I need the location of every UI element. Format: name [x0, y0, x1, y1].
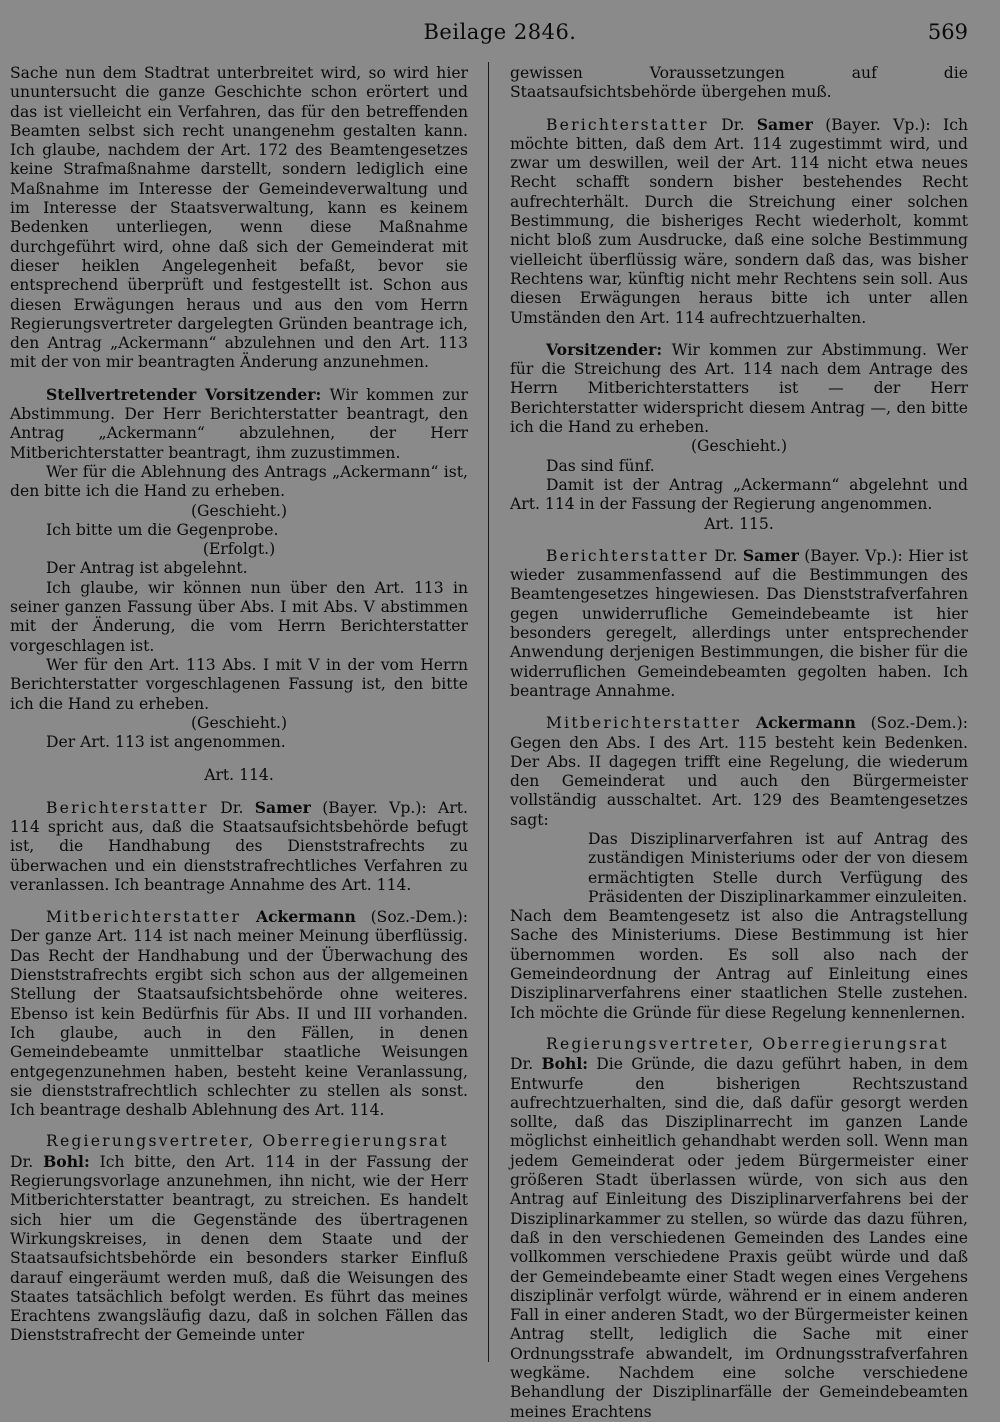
- speaker-title: Dr.: [510, 1055, 542, 1074]
- procedural-note: (Erfolgt.): [202, 540, 276, 559]
- speaker-name: Bohl:: [43, 1151, 90, 1171]
- speaker-label: Vorsitzender:: [546, 339, 663, 359]
- paragraph: [10, 907, 468, 1120]
- column-divider: [488, 62, 489, 1362]
- paragraph: Der Art. 113 ist angenommen.: [46, 733, 286, 752]
- speaker-label: Berichterstatter: [546, 115, 709, 134]
- speaker-title: Dr.: [208, 798, 255, 817]
- speaker-title: Dr.: [10, 1152, 44, 1171]
- speaker-name: Samer: [254, 797, 311, 817]
- paragraph: Wer für die Ablehnung des Antrags „Ackermann“ ist, den bitte ich die Hand zu erheben.: [10, 462, 468, 501]
- paragraph: Ich bitte um die Gegenprobe.: [46, 520, 279, 539]
- speaker-label: Regierungsvertreter, Oberregierungsrat: [46, 1132, 449, 1151]
- right-column: [510, 64, 968, 1421]
- paragraph: [510, 546, 968, 701]
- paragraph: [510, 340, 968, 437]
- paragraph-text: (Soz.-Dem.): Gegen den Abs. I des Art. 115 besteht kein Bedenken. Der Abs. II dagegen trifft eine Regelung, die wiederum den Gemeinderat und auch den Bürgermeister vollständig ausschaltet. Art. 129 des Beamtengesetzes sagt:: [510, 714, 968, 829]
- paragraph-text: Ich bitte, den Art. 114 in der Fassung der Regierungsvorlage anzunehmen, ihn nicht, wie der Herr Mitberichterstatter beantragt, zu streichen. Es handelt sich hier um die Gegenstände des übertragenen Wirkungskreises, in denen dem Staate und der Staatsaufsichtsbehörde ein besonders starker Einfluß darauf eingeräumt werden muß, daß die Weisungen des Staates tatsächlich befolgt werden. Es führt das meines Erachtens zwangsläufig dazu, daß in solchen Fällen das Dienststrafrecht der Gemeinde unter: [10, 1152, 468, 1345]
- paragraph: gewissen Voraussetzungen auf die Staatsaufsichtsbehörde übergehen muß.: [510, 64, 968, 102]
- speaker-label: Mitberichterstatter: [46, 908, 242, 927]
- speaker-name: Bohl:: [541, 1054, 589, 1074]
- paragraph-text: (Bayer. Vp.): Art. 114 spricht aus, daß die Staatsaufsichtsbehörde befugt ist, die Handhabung des Dienststrafrechts zu überwachen und ein dienststrafrechtliches Verfahren zu veranlassen. Ich beantrage Annahme des Art. 114.: [10, 798, 468, 894]
- paragraph-text: Wir kommen zur Abstimmung. Der Herr Berichterstatter beantragt, den Antrag „Ackermann“ abzulehnen, der Herr Mitberichterstatter beantragt, ihm zuzustimmen.: [10, 385, 468, 462]
- paragraph: Das sind fünf.: [546, 456, 655, 475]
- speaker-name: Samer: [742, 545, 799, 565]
- paragraph-text: (Soz.-Dem.): Der ganze Art. 114 ist nach meiner Meinung überflüssig. Das Recht der Handhabung und der Überwachung des Dienststrafrechts ergibt sich schon aus der allgemeinen Stellung der Staatsaufsichtsbehörde ohne weiteres. Ebenso ist kein Bedürfnis für Abs. II und III vorhanden. Ich glaube, auch in den Fällen, in denen Gemeindebeamte unmittelbar staatliche Weisungen entgegenzunehmen haben, besteht keine Veranlassung, sie dienststrafrechtlich schlechter zu stellen als sonst. Ich beantrage deshalb Ablehnung des Art. 114.: [10, 908, 468, 1120]
- speaker-label: Berichterstatter: [46, 798, 209, 817]
- paragraph: [10, 1132, 468, 1345]
- speaker-title: Dr.: [708, 115, 757, 134]
- paragraph: Nach dem Beamtengesetz ist also die Antragstellung Sache des Ministeriums. Diese Bestimmung ist hier übernommen worden. Es soll also nach der Gemeindeordnung der Antrag auf Einleitung eines Disziplinarverfahrens einer staatlichen Stelle zustehen. Ich möchte die Gründe für diese Regelung kennenlernen.: [510, 907, 968, 1022]
- procedural-note: (Geschieht.): [690, 437, 788, 456]
- paragraph-text: (Bayer. Vp.): Ich möchte bitten, daß dem Art. 114 zugestimmt wird, und zwar um deswillen, weil der Art. 114 nicht etwa neues Recht schafft sondern bisher bestehendes Recht aufrechterhält. Durch die Streichung einer solchen Bestimmung, die bisheriges Recht wiederholt, kommt nicht bloß zum Ausdrucke, daß eine solche Bestimmung vielleicht überflüssig wäre, sondern daß das, was bisher Rechtens war, künftig nicht mehr Rechtens sein soll. Aus diesen Erwägungen heraus bitte ich unter allen Umständen den Art. 114 aufrechtzuerhalten.: [510, 115, 968, 327]
- speaker-label: Berichterstatter: [546, 546, 709, 565]
- article-heading: Art. 114.: [204, 766, 274, 785]
- paragraph-text: Wir kommen zur Abstimmung. Wer für die Streichung des Art. 114 nach dem Antrage des Herrn Mitberichterstatters ist — der Herr Berichterstatter widerspricht diesem Antrag —, den bitte ich die Hand zu erheben.: [510, 340, 968, 437]
- procedural-note: (Geschieht.): [190, 713, 288, 732]
- paragraph: [510, 1035, 968, 1422]
- page-number: 569: [927, 20, 968, 44]
- paragraph-text: (Bayer. Vp.): Hier ist wieder zusammenfassend auf die Bestimmungen des Beamtengesetzes hingewiesen. Das Dienststrafverfahren gegen unwiderrufliche Gemeindebeamte ist hier besonders geregelt, allerdings unter entsprechender Anwendung derjenigen Bestimmungen, die bisher für die widerruflichen Gemeindebeamten gegolten haben. Ich beantrage Annahme.: [510, 546, 968, 700]
- speaker-label: Stellvertretender Vorsitzender:: [46, 384, 322, 404]
- speaker-label: Mitberichterstatter: [546, 714, 742, 733]
- paragraph: [10, 385, 468, 463]
- paragraph: [510, 115, 968, 328]
- paragraph-text: Die Gründe, die dazu geführt haben, in dem Entwurfe den bisherigen Rechtszustand aufrechtzuerhalten, sind die, daß dafür gesorgt werden sollte, daß das Disziplinarrecht im ganzen Lande möglichst einheitlich gehandhabt werden soll. Wenn man jedem Gemeinderat oder jedem Bürgermeister einer größeren Stadt überlassen würde, von sich aus den Antrag auf Einleitung des Disziplinarverfahrens bei der Disziplinarkammer zu stellen, so würde das dazu führen, daß in den verschiedenen Gemeinden des Landes eine vollkommen verschiedene Praxis geübt würde und daß der Gemeindebeamte einer Stadt wegen eines Vergehens disziplinär verfolgt würde, während er in einem anderen Fall in einer anderen Stadt, wo der Bürgermeister keinen Antrag stellt, lediglich die Sache mit einer Ordnungsstrafe abwandelt, im Ordnungsstrafverfahren wegkäme. Nachdem eine solche verschiedene Behandlung der Disziplinarfälle der Gemeindebeamten meines Erachtens: [510, 1055, 968, 1421]
- speaker-name: Ackermann: [255, 907, 356, 927]
- speaker-name: Ackermann: [755, 713, 856, 733]
- speaker-title: Dr.: [708, 546, 743, 565]
- paragraph: Ich glaube, wir können nun über den Art. 113 in seiner ganzen Fassung über Abs. I mit Abs. V abstimmen mit der Änderung, die vom Herrn Berichterstatter vorgeschlagen ist.: [10, 578, 468, 655]
- article-heading: Art. 115.: [704, 514, 774, 533]
- running-header: [0, 14, 1000, 48]
- speaker-label: Regierungsvertreter, Oberregierungsrat: [546, 1034, 949, 1053]
- page-title: Beilage 2846.: [423, 20, 577, 44]
- block-quote: Das Disziplinarverfahren ist auf Antrag des zuständigen Ministeriums oder der von diesem ermächtigten Stelle durch Verfügung des Präsidenten der Disziplinarkammer einzuleiten.: [588, 829, 968, 906]
- paragraph: [510, 713, 968, 830]
- paragraph: Damit ist der Antrag „Ackermann“ abgelehnt und Art. 114 in der Fassung der Regierung angenommen.: [510, 475, 968, 514]
- paragraph: Der Antrag ist abgelehnt.: [46, 559, 248, 578]
- paragraph: Sache nun dem Stadtrat unterbreitet wird, so wird hier ununtersucht die ganze Geschichte schon erörtert und das ist vielleicht ein Verfahren, das für den betreffenden Beamten selbst sich recht unangenehm gestalten kann. Ich glaube, nachdem der Art. 172 des Beamtengesetzes keine Strafmaßnahme darstellt, sondern lediglich eine Maßnahme im Interesse der Gemeindeverwaltung und im Interesse der Staatsverwaltung, kann es keinem Bedenken unterliegen, wenn diese Maßnahme durchgeführt wird, ohne daß sich der Gemeinderat mit dieser heiklen Angelegenheit befaßt, bevor sie entsprechend überprüft und festgestellt ist. Schon aus diesen Erwägungen heraus und aus den vom Herrn Regierungsvertreter dargelegten Gründen beantrage ich, den Antrag „Ackermann“ abzulehnen und den Art. 113 mit der von mir beantragten Änderung anzunehmen.: [10, 64, 468, 372]
- speaker-name: Samer: [756, 114, 813, 134]
- left-column: [10, 64, 468, 1364]
- paragraph: [10, 798, 468, 895]
- procedural-note: (Geschieht.): [190, 501, 288, 520]
- paragraph: Wer für den Art. 113 Abs. I mit V in der vom Herrn Berichterstatter vorgeschlagenen Fassung ist, den bitte ich die Hand zu erheben.: [10, 655, 468, 713]
